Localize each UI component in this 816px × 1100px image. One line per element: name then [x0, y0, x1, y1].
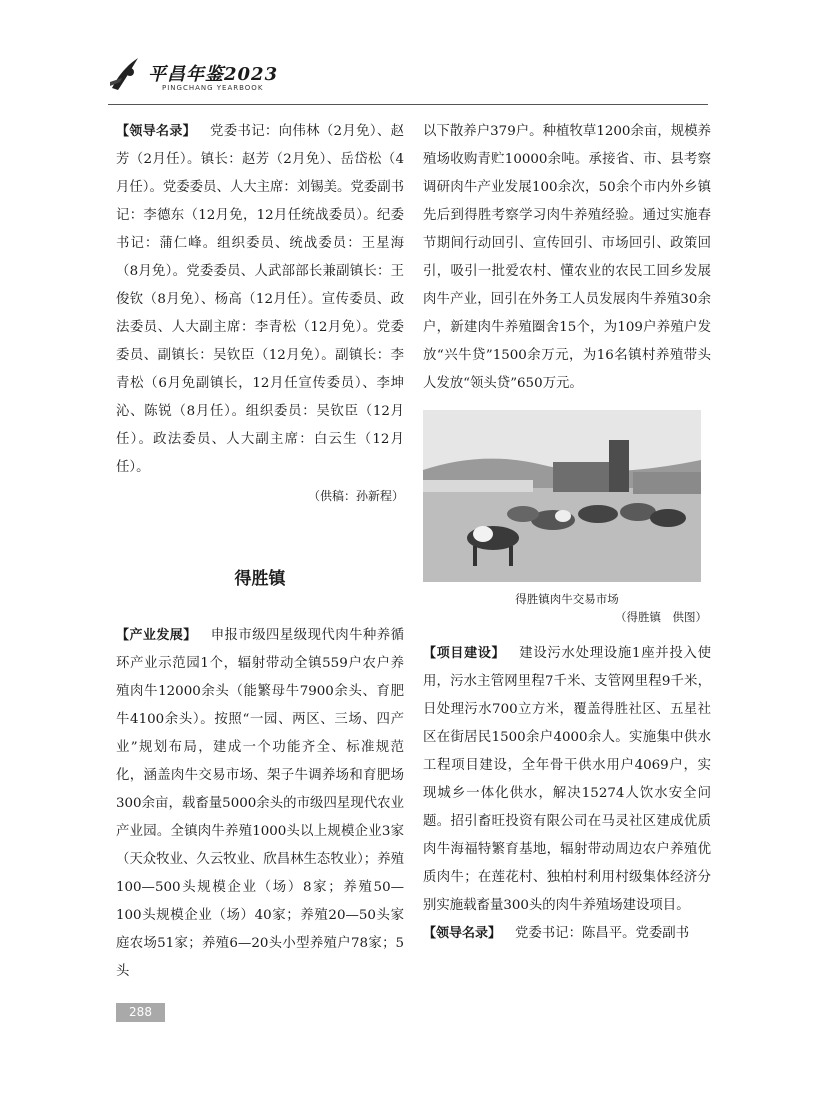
yearbook-logo-icon [108, 54, 144, 94]
industry-label: 【产业发展】 [116, 628, 197, 643]
page-header [108, 54, 708, 102]
industry-text: 申报市级四星级现代肉牛种养循环产业示范园1个，辐射带动全镇559户农户养殖肉牛12000余头（能繁母牛7900余头、育肥牛4100余头）。按照“一园、两区、三场、四产业”规划布局，建成一个功能齐全、标准规范化，涵盖肉牛交易市场、架子牛调养场和育肥场300余亩，载畜量5000余头的市级四星现代农业产业园。全镇肉牛养殖1000头以上规模企业3家（天众牧业、久云牧业、欣昌林生态牧业）；养殖100—500头规模企业（场）8家；养殖50—100头规模企业（场）40家；养殖20—50头家庭农场51家；养殖6—20头小型养殖户78家；5头 [116, 628, 404, 979]
left-column [116, 118, 404, 986]
project-label: 【项目建设】 [423, 646, 506, 661]
contributor-credit: （供稿：孙新程） [307, 489, 404, 503]
header-divider [108, 104, 708, 105]
project-paragraph [423, 640, 711, 920]
leadership-text: 党委书记：向伟林（2月免）、赵芳（2月任）。镇长：赵芳（2月免）、岳岱松（4月任）。党委委员、人大主席：刘锡美。党委副书记：李德东（12月免，12月任统战委员）。纪委书记：蒲仁峰。组织委员、统战委员：王星海（8月免）。党委委员、人武部部长兼副镇长：王俊钦（8月免）、杨高（12月任）。宣传委员、政法委员、人大副主席：李青松（12月免）。党委委员、副镇长：吴钦臣（12月免）。副镇长：李青松（6月免副镇长，12月任宣传委员）、李坤沁、陈锐（8月任）。组织委员：吴钦臣（12月任）。政法委员、人大副主席：白云生（12月任）。 [116, 124, 404, 475]
industry-paragraph [116, 622, 404, 986]
project-text: 建设污水处理设施1座并投入使用，污水主管网里程7千米、支管网里程9千米，日处理污水700立方米，覆盖得胜社区、五星社区在街居民1500余户4000余人。实施集中供水工程项目建设，全年骨干供水用户4069户，实现城乡一体化供水，解决15274人饮水安全问题。招引畜旺投资有限公司在马灵社区建成优质肉牛海福特繁育基地，辐射带动周边农户养殖优质肉牛；在莲花村、独柏村利用村级集体经济分别实施载畜量300头的肉牛养殖场建设项目。 [423, 646, 711, 913]
leadership2-paragraph [423, 920, 711, 948]
photo-credit: （得胜镇 供图） [615, 610, 707, 624]
photo-caption: 得胜镇肉牛交易市场 [515, 592, 619, 606]
cattle-market-photo [423, 410, 701, 582]
leadership2-label: 【领导名录】 [423, 926, 502, 941]
right-column [423, 118, 711, 948]
leadership-label: 【领导名录】 [116, 124, 197, 139]
industry-continued-paragraph: 以下散养户379户。种植牧草1200余亩，规模养殖场收购青贮10000余吨。承接省、市、县考察调研肉牛产业发展100余次，50余个市内外乡镇先后到得胜考察学习肉牛养殖经验。通过实施春节期间行动回引、宣传回引、市场回引、政策回引，吸引一批爱农村、懂农业的农民工回乡发展肉牛产业，回引在外务工人员发展肉牛养殖30余户，新建肉牛养殖圈舍15个，为109户养殖户发放“兴牛贷”1500余万元，为16名镇村养殖带头人发放“领头贷”650万元。 [423, 124, 711, 391]
leadership2-text: 党委书记：陈昌平。党委副书 [515, 926, 690, 941]
yearbook-subtitle: PINGCHANG YEARBOOK [162, 84, 264, 92]
section-title: 得胜镇 [234, 569, 286, 589]
page-number: 288 [116, 1003, 165, 1022]
yearbook-title: 平昌年鉴2023 [148, 64, 279, 85]
cattle-market-image [423, 410, 701, 582]
leadership-paragraph [116, 118, 404, 482]
